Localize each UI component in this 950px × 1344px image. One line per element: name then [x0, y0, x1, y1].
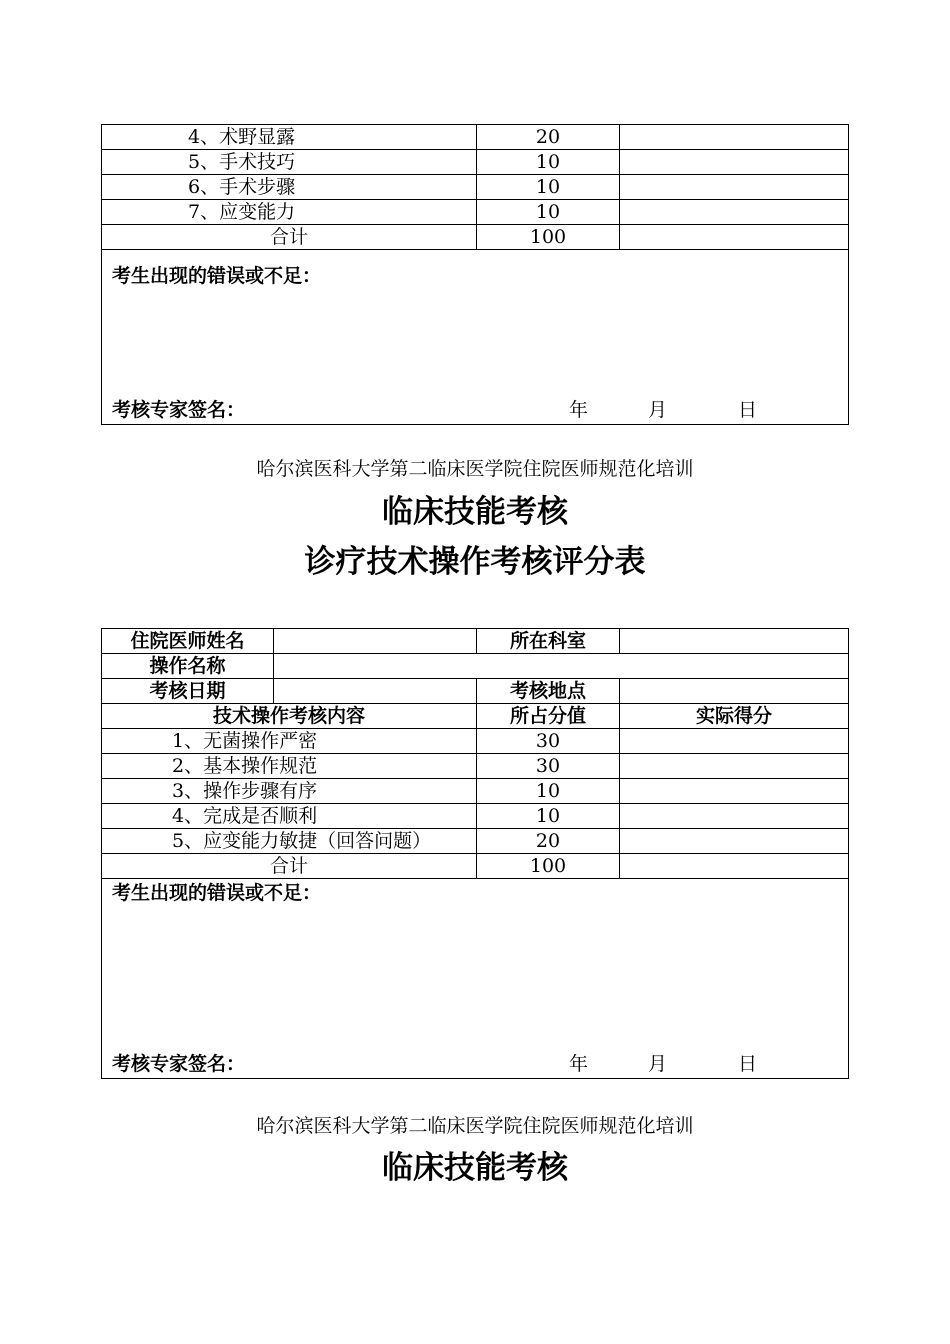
total-label: 合计 [102, 854, 477, 879]
notes-label: 考生出现的错误或不足： [112, 265, 322, 287]
item-score: 20 [477, 125, 620, 150]
year-label: 年 [569, 1053, 589, 1075]
exam-place-field[interactable] [620, 679, 849, 704]
day-label: 日 [738, 1053, 758, 1075]
actual-score-cell[interactable] [620, 754, 849, 779]
year-label: 年 [569, 399, 589, 421]
notes-row [102, 879, 849, 1079]
item-label: 5、应变能力敏捷（回答问题） [172, 830, 432, 852]
total-score: 100 [477, 854, 620, 879]
operation-name-field[interactable] [274, 654, 849, 679]
score-table [101, 628, 849, 1079]
table-row [102, 804, 849, 829]
item-score: 10 [477, 200, 620, 225]
month-label: 月 [648, 399, 668, 421]
examiner-signature-label: 考核专家签名： [112, 399, 246, 421]
item-label: 4、完成是否顺利 [172, 805, 318, 827]
actual-score-cell[interactable] [620, 125, 849, 150]
item-label: 7、应变能力 [188, 201, 296, 223]
institution-heading: 哈尔滨医科大学第二临床医学院住院医师规范化培训 [256, 1115, 694, 1137]
table-row [102, 829, 849, 854]
resident-name-field[interactable] [274, 629, 477, 654]
table-row [102, 175, 849, 200]
item-score: 10 [477, 779, 620, 804]
notes-label: 考生出现的错误或不足： [112, 882, 322, 904]
total-score: 100 [477, 225, 620, 250]
total-label: 合计 [102, 225, 477, 250]
item-score: 10 [477, 804, 620, 829]
exam-date-label: 考核日期 [102, 679, 274, 704]
operation-name-label: 操作名称 [102, 654, 274, 679]
item-score: 30 [477, 754, 620, 779]
info-row [102, 654, 849, 679]
info-row [102, 629, 849, 654]
notes-area[interactable] [102, 879, 849, 1079]
item-label: 1、无菌操作严密 [172, 730, 318, 752]
item-score: 20 [477, 829, 620, 854]
month-label: 月 [648, 1053, 668, 1075]
total-row [102, 854, 849, 879]
form-title: 临床技能考核 [382, 494, 568, 530]
header-content: 技术操作考核内容 [102, 704, 477, 729]
actual-score-cell[interactable] [620, 175, 849, 200]
item-score: 30 [477, 729, 620, 754]
table-row [102, 779, 849, 804]
form-subtitle: 诊疗技术操作考核评分表 [304, 544, 646, 580]
actual-total-cell[interactable] [620, 854, 849, 879]
actual-score-cell[interactable] [620, 804, 849, 829]
item-label: 2、基本操作规范 [172, 755, 318, 777]
table-row [102, 729, 849, 754]
total-row [102, 225, 849, 250]
department-field[interactable] [620, 629, 849, 654]
exam-date-field[interactable] [274, 679, 477, 704]
table-row [102, 150, 849, 175]
actual-score-cell[interactable] [620, 729, 849, 754]
notes-row [102, 250, 849, 425]
table-row [102, 754, 849, 779]
header-row [102, 704, 849, 729]
actual-score-cell[interactable] [620, 200, 849, 225]
header-score: 所占分值 [477, 704, 620, 729]
actual-total-cell[interactable] [620, 225, 849, 250]
item-score: 10 [477, 150, 620, 175]
examiner-signature-label: 考核专家签名： [112, 1053, 246, 1075]
notes-area[interactable] [102, 250, 849, 425]
item-label: 5、手术技巧 [188, 151, 296, 173]
item-label: 3、操作步骤有序 [172, 780, 318, 802]
info-row [102, 679, 849, 704]
table-row [102, 200, 849, 225]
exam-place-label: 考核地点 [477, 679, 620, 704]
item-score: 10 [477, 175, 620, 200]
item-label: 4、术野显露 [188, 126, 296, 148]
actual-score-cell[interactable] [620, 829, 849, 854]
form-title: 临床技能考核 [382, 1150, 568, 1186]
header-actual: 实际得分 [620, 704, 849, 729]
day-label: 日 [738, 399, 758, 421]
institution-heading: 哈尔滨医科大学第二临床医学院住院医师规范化培训 [256, 458, 694, 480]
department-label: 所在科室 [477, 629, 620, 654]
actual-score-cell[interactable] [620, 779, 849, 804]
resident-name-label: 住院医师姓名 [102, 629, 274, 654]
table-row [102, 125, 849, 150]
item-label: 6、手术步骤 [188, 176, 296, 198]
actual-score-cell[interactable] [620, 150, 849, 175]
score-table-continued [101, 124, 849, 425]
